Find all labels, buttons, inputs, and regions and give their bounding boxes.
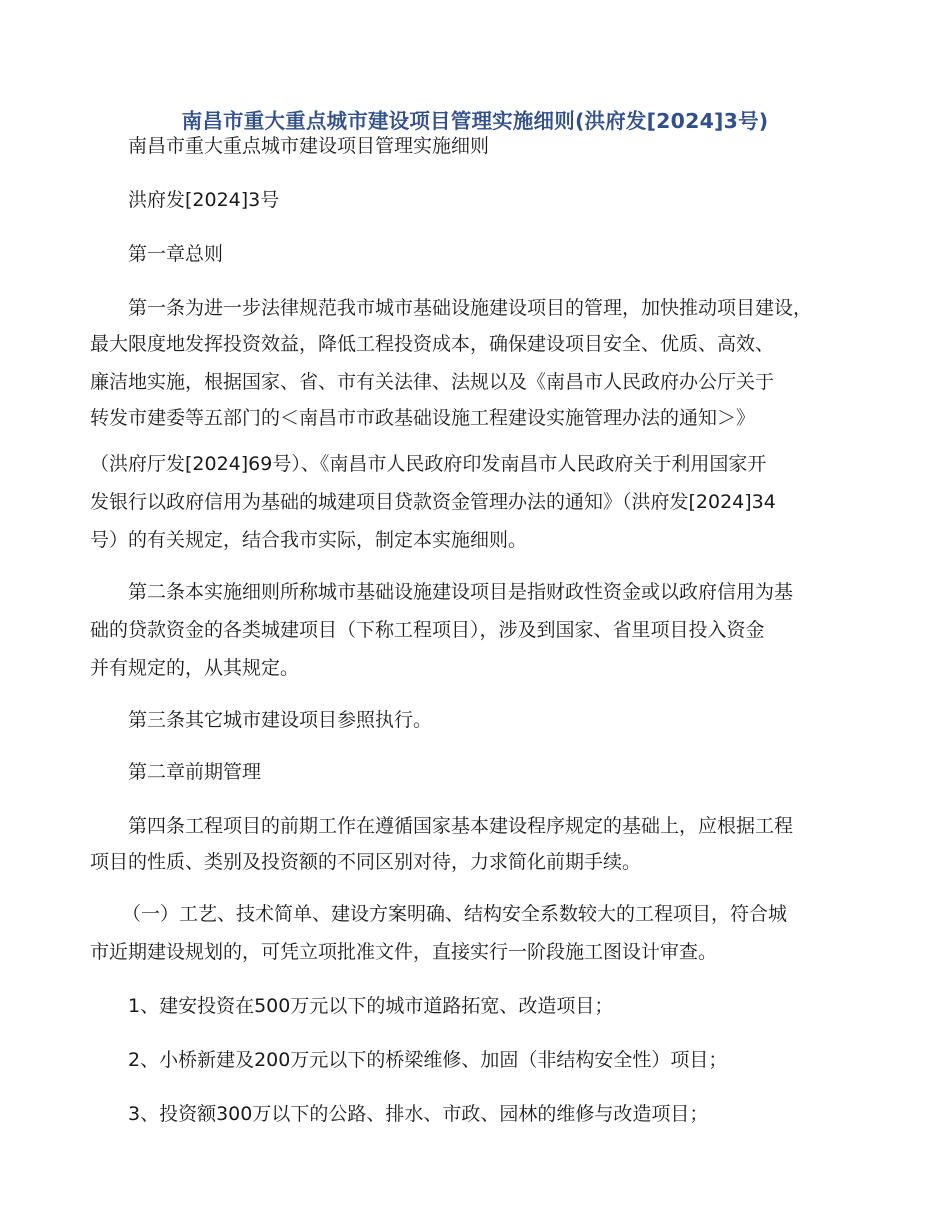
document-number-line: 洪府发[2024]3号 [128,189,280,211]
paragraph-line: 发银行以政府信用为基础的城建项目贷款资金管理办法的通知》（洪府发[2024]34 [90,491,776,513]
paragraph-line: 最大限度地发挥投资效益，降低工程投资成本，确保建设项目安全、优质、高效、 [90,333,775,355]
chapter-heading: 第二章前期管理 [128,761,262,783]
paragraph-line: 第四条工程项目的前期工作在遵循国家基本建设程序规定的基础上，应根据工程 [128,815,794,837]
paragraph-line: 号）的有关规定，结合我市实际，制定本实施细则。 [90,529,528,551]
list-item: 2、小桥新建及200万元以下的桥梁维修、加固（非结构安全性）项目； [128,1049,728,1071]
paragraph-line: （一）工艺、技术简单、建设方案明确、结构安全系数较大的工程项目，符合城 [122,903,788,925]
paragraph-line: 市近期建设规划的，可凭立项批准文件，直接实行一阶段施工图设计审查。 [90,941,718,963]
paragraph-line: （洪府厅发[2024]69号）、《南昌市人民政府印发南昌市人民政府关于利用国家开 [90,453,767,475]
paragraph-line: 础的贷款资金的各类城建项目（下称工程项目），涉及到国家、省里项目投入资金 [90,619,765,641]
list-item: 3、投资额300万以下的公路、排水、市政、园林的维修与改造项目； [128,1103,709,1125]
chapter-heading: 第一章总则 [128,243,224,265]
paragraph-line: 第二条本实施细则所称城市基础设施建设项目是指财政性资金或以政府信用为基 [128,581,794,603]
paragraph-line: 转发市建委等五部门的＜南昌市市政基础设施工程建设实施管理办法的通知＞》 [90,407,756,429]
list-item: 1、建安投资在500万元以下的城市道路拓宽、改造项目； [128,995,614,1017]
paragraph-line: 廉洁地实施，根据国家、省、市有关法律、法规以及《南昌市人民政府办公厅关于 [90,371,775,393]
paragraph-line: 并有规定的，从其规定。 [90,657,300,679]
paragraph-line: 项目的性质、类别及投资额的不同区别对待，力求简化前期手续。 [90,851,642,873]
document-title: 南昌市重大重点城市建设项目管理实施细则(洪府发[2024]3号) [181,109,769,133]
paragraph-line: 第一条为进一步法律规范我市城市基础设施建设项目的管理，加快推动项目建设， [128,297,813,319]
paragraph-line: 第三条其它城市建设项目参照执行。 [128,709,433,731]
subtitle-line: 南昌市重大重点城市建设项目管理实施细则 [128,135,490,157]
